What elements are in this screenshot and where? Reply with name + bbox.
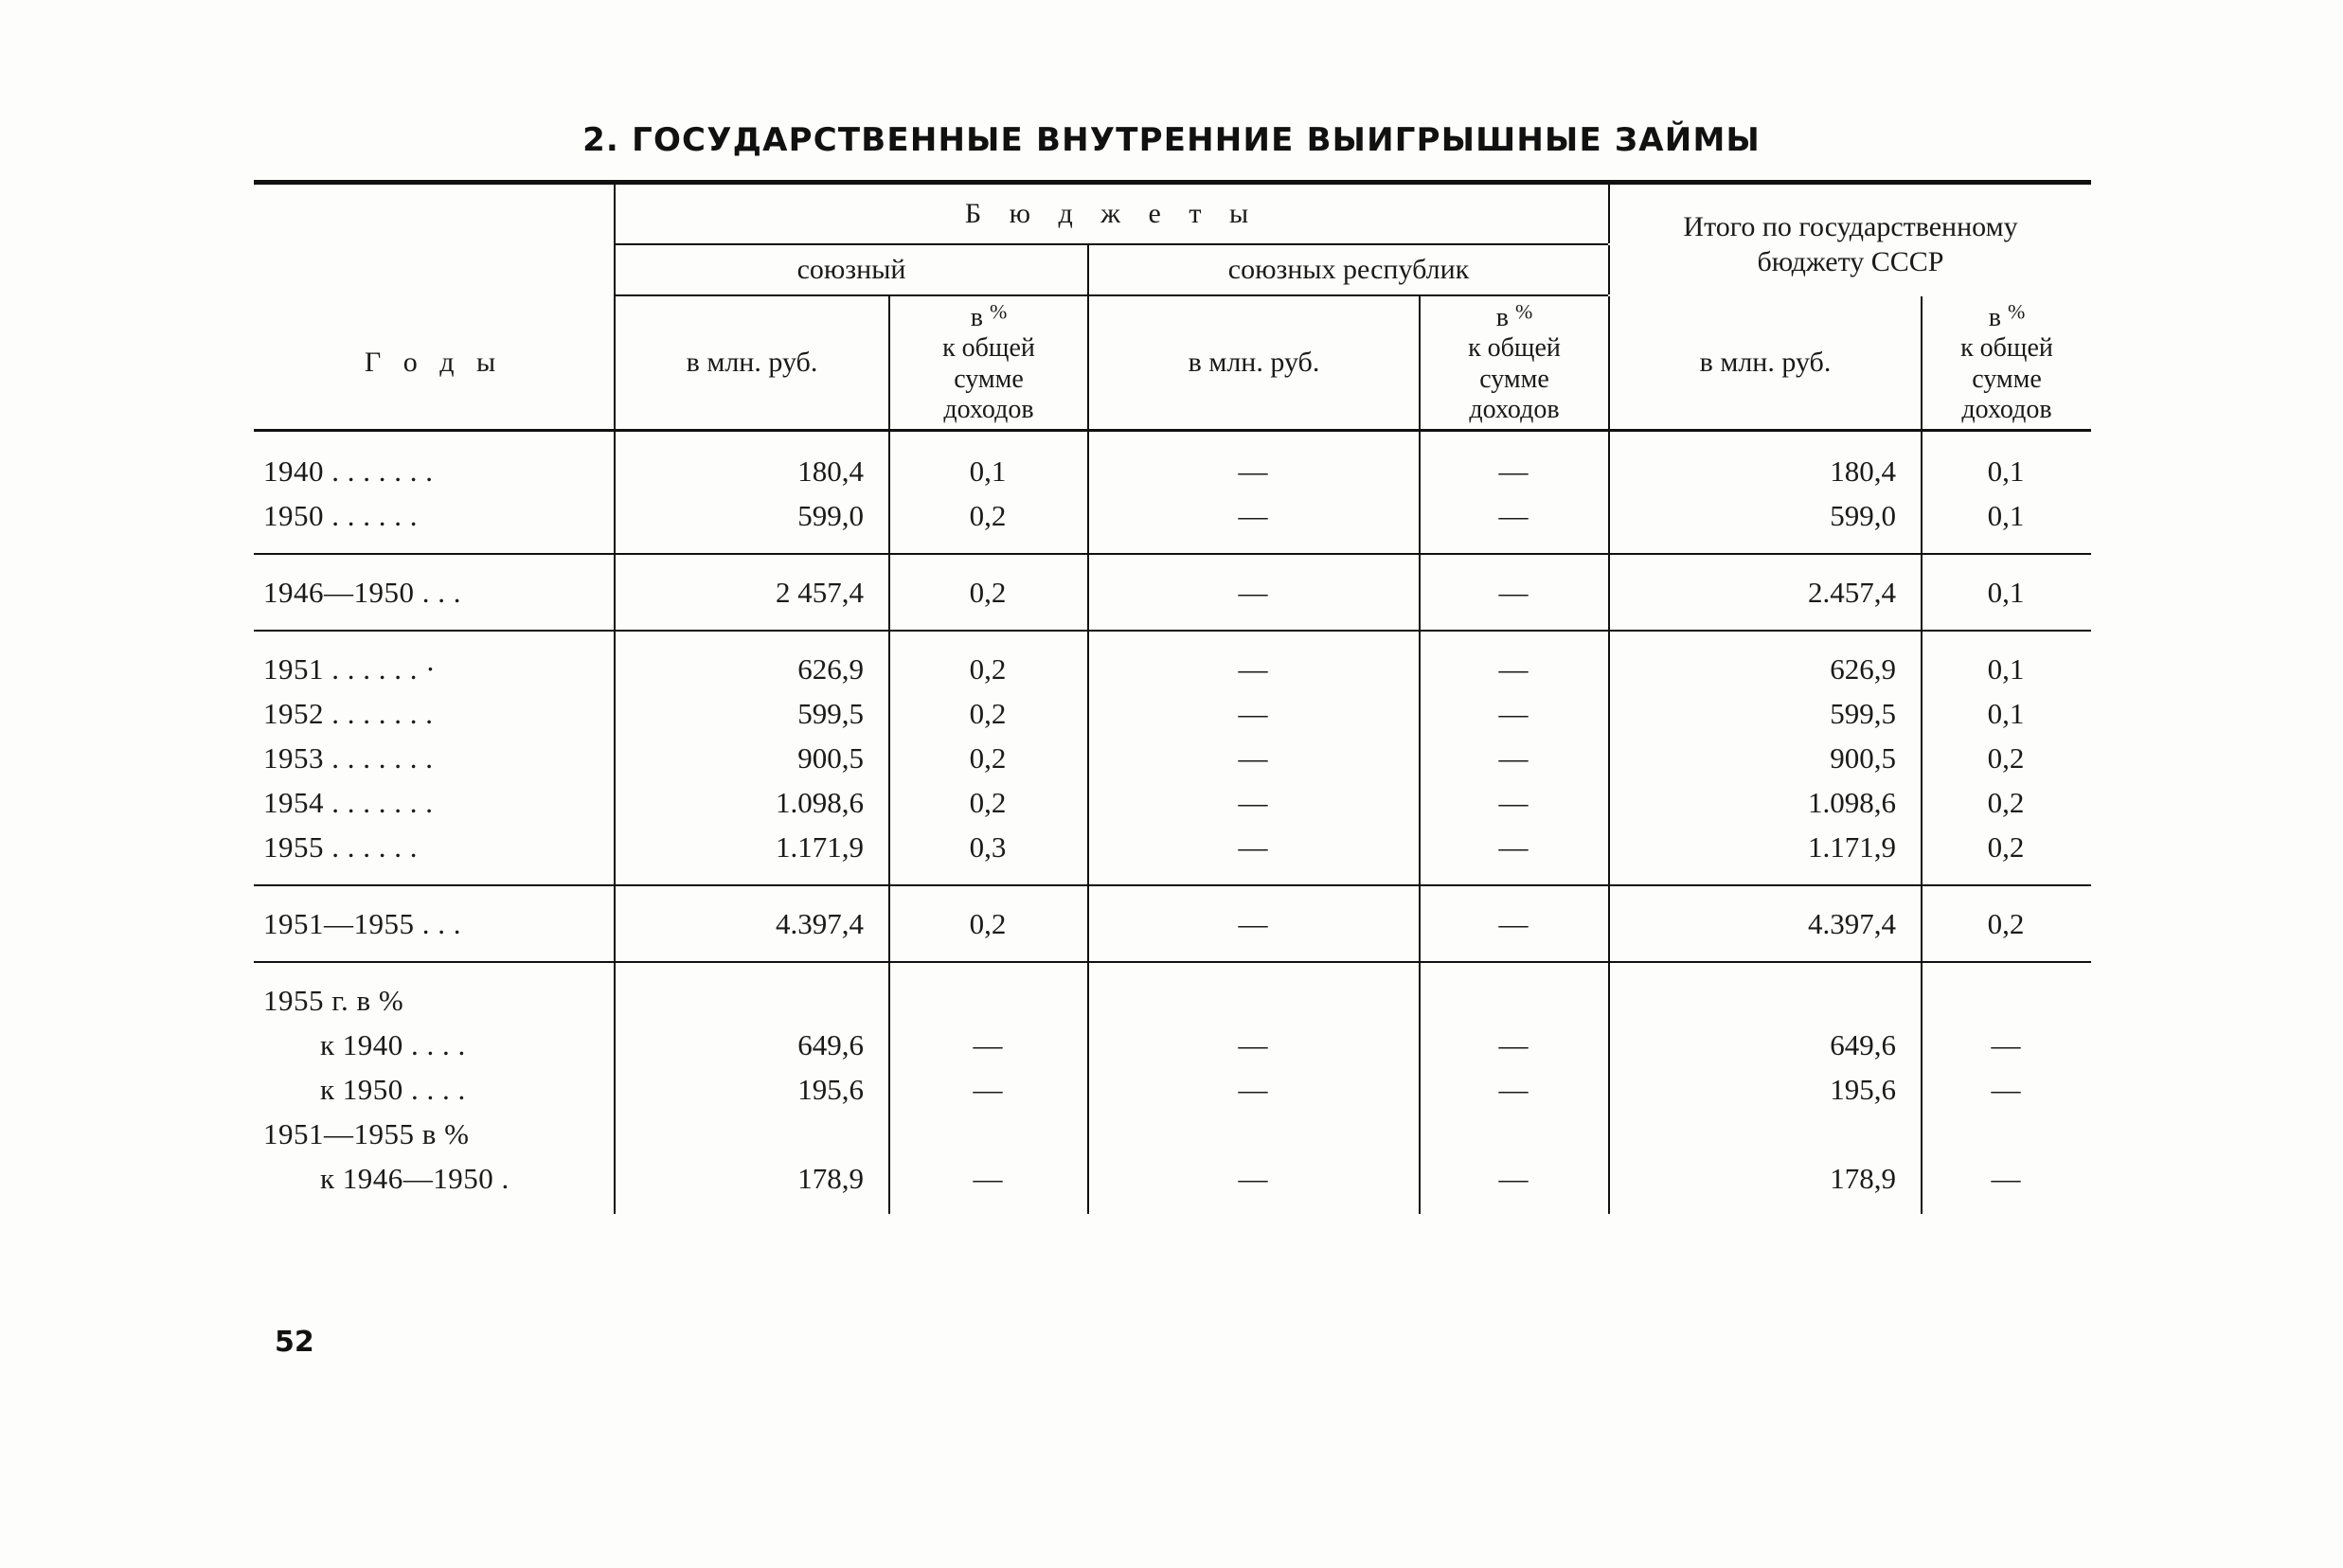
statistics-table [254, 180, 2091, 1214]
row-union-pct: 0,2 [969, 785, 1007, 819]
row-group-gap [254, 632, 2091, 647]
row-group-gap [254, 869, 2091, 884]
row-total-mln: 180,4 [1830, 454, 1896, 488]
pct-line2: к общей [942, 333, 1035, 364]
row-union-mln: 599,5 [797, 696, 864, 730]
row-union-pct: 0,2 [969, 740, 1007, 775]
table-row [254, 736, 2091, 780]
row-group-gap [254, 538, 2091, 553]
row-rep-pct: — [1498, 1027, 1529, 1061]
table-row [254, 901, 2091, 946]
row-rep-pct: — [1498, 575, 1529, 609]
vsep-6 [1921, 432, 1923, 1214]
row-group-gap [254, 1201, 2091, 1214]
row-total-pct: 0,2 [1987, 785, 2025, 819]
row-rep-mln: — [1238, 498, 1268, 532]
row-group-gap [254, 963, 2091, 978]
row-total-mln: 1.171,9 [1808, 829, 1896, 864]
vsep-2 [888, 432, 890, 1214]
row-rep-mln: — [1238, 454, 1268, 488]
row-union-mln: 1.098,6 [776, 785, 864, 819]
row-rep-mln: — [1238, 651, 1268, 686]
row-union-pct: 0,2 [969, 906, 1007, 940]
row-rep-mln: — [1238, 1027, 1268, 1061]
row-total-pct: 0,1 [1987, 696, 2025, 730]
row-year-label: 1953 . . . . . . . [263, 740, 434, 775]
row-total-pct: 0,1 [1987, 575, 2025, 609]
row-total-pct: 0,2 [1987, 740, 2025, 775]
row-total-pct: 0,2 [1987, 829, 2025, 864]
header-years-blank-2 [254, 245, 614, 294]
pct-line2: к общей [1960, 333, 2053, 364]
row-union-pct: — [973, 1161, 1003, 1195]
row-union-mln: 2 457,4 [776, 575, 864, 609]
header-union: союзный [614, 245, 1087, 294]
row-union-pct: 0,2 [969, 575, 1007, 609]
header-total-top: Итого по государственному [1608, 185, 2091, 243]
pct-line4: доходов [1961, 395, 2052, 425]
row-rep-pct: — [1498, 1161, 1529, 1195]
row-total-mln: 900,5 [1830, 740, 1896, 775]
row-total-mln: 626,9 [1830, 651, 1896, 686]
row-rep-mln: — [1238, 1161, 1268, 1195]
row-total-mln: 649,6 [1830, 1027, 1896, 1061]
row-union-mln: 900,5 [797, 740, 864, 775]
pct-line1: в % [1495, 299, 1533, 332]
header-years: Г о д ы [364, 347, 504, 378]
row-union-mln: 599,0 [797, 498, 864, 532]
row-group-gap [254, 432, 2091, 449]
row-year-label: 1946—1950 . . . [263, 575, 461, 609]
row-rep-pct: — [1498, 696, 1529, 730]
row-rep-mln: — [1238, 575, 1268, 609]
row-union-mln: 1.171,9 [776, 829, 864, 864]
row-year-label: 1955 . . . . . . [263, 829, 418, 864]
row-union-mln: 178,9 [797, 1161, 864, 1195]
row-total-pct: 0,1 [1987, 498, 2025, 532]
page-title: 2. ГОСУДАРСТВЕННЫЕ ВНУТРЕННИЕ ВЫИГРЫШНЫЕ ЗАЙМЫ [582, 121, 1761, 159]
header-years-blank [254, 185, 614, 243]
row-total-mln: 599,5 [1830, 696, 1896, 730]
row-union-mln: 649,6 [797, 1027, 864, 1061]
row-rep-pct: — [1498, 740, 1529, 775]
row-group-gap [254, 886, 2091, 901]
row-union-pct: — [973, 1027, 1003, 1061]
row-total-mln: 178,9 [1830, 1161, 1896, 1195]
vsep-4 [1419, 432, 1421, 1214]
table-row [254, 647, 2091, 691]
row-year-label: 1950 . . . . . . [263, 498, 418, 532]
row-total-pct: — [1991, 1161, 2021, 1195]
row-group-gap [254, 615, 2091, 630]
row-union-pct: 0,2 [969, 651, 1007, 686]
pct-line4: доходов [1469, 395, 1560, 425]
row-union-mln: 626,9 [797, 651, 864, 686]
pct-line3: сумме [1479, 364, 1549, 394]
row-rep-pct: — [1498, 498, 1529, 532]
row-year-label: 1951—1955 в % [263, 1116, 470, 1150]
header-total-pct [1921, 296, 2091, 429]
pct-line2: к общей [1468, 333, 1561, 364]
table-row [254, 1023, 2091, 1067]
row-total-mln: 2.457,4 [1808, 575, 1896, 609]
row-rep-pct: — [1498, 785, 1529, 819]
header-budgets: Б ю д ж е т ы [614, 185, 1608, 243]
table-row [254, 978, 2091, 1023]
table-row [254, 691, 2091, 736]
row-year-label: 1951 . . . . . . · [263, 651, 437, 686]
row-union-mln: 195,6 [797, 1072, 864, 1106]
header-union-pct [888, 296, 1087, 429]
row-year-label: к 1946—1950 . [320, 1161, 510, 1195]
row-rep-pct: — [1498, 829, 1529, 864]
pct-line3: сумме [954, 364, 1024, 394]
row-rep-pct: — [1498, 651, 1529, 686]
table-body [254, 432, 2091, 1214]
row-total-mln: 195,6 [1830, 1072, 1896, 1106]
row-rep-mln: — [1238, 829, 1268, 864]
row-union-pct: 0,2 [969, 696, 1007, 730]
table-row [254, 493, 2091, 538]
row-union-pct: 0,3 [969, 829, 1007, 864]
table-row [254, 780, 2091, 825]
row-rep-mln: — [1238, 740, 1268, 775]
row-total-pct: 0,1 [1987, 454, 2025, 488]
row-total-mln: 4.397,4 [1808, 906, 1896, 940]
row-union-pct: 0,1 [969, 454, 1007, 488]
header-rep-mln: в млн. руб. [1087, 296, 1419, 429]
header-total-bottom: бюджету СССР [1608, 245, 2091, 294]
row-union-pct: — [973, 1072, 1003, 1106]
table-header [254, 185, 2091, 429]
header-total-mln: в млн. руб. [1608, 296, 1921, 429]
pct-line1: в % [1988, 299, 2026, 332]
row-rep-pct: — [1498, 906, 1529, 940]
row-rep-mln: — [1238, 696, 1268, 730]
vsep-5 [1608, 432, 1610, 1214]
table-row [254, 449, 2091, 493]
row-year-label: 1951—1955 . . . [263, 906, 461, 940]
pct-line3: сумме [1972, 364, 2042, 394]
row-group-gap [254, 946, 2091, 961]
row-year-label: 1954 . . . . . . . [263, 785, 434, 819]
row-total-mln: 599,0 [1830, 498, 1896, 532]
row-total-pct: 0,1 [1987, 651, 2025, 686]
row-total-mln: 1.098,6 [1808, 785, 1896, 819]
row-union-pct: 0,2 [969, 498, 1007, 532]
row-year-label: 1940 . . . . . . . [263, 454, 434, 488]
vsep-3 [1087, 432, 1089, 1214]
table-row [254, 570, 2091, 615]
vsep-1 [614, 432, 616, 1214]
row-group-gap [254, 555, 2091, 570]
header-republics: союзных республик [1087, 245, 1608, 294]
row-year-label: 1955 г. в % [263, 983, 404, 1017]
row-year-label: к 1940 . . . . [320, 1027, 466, 1061]
table-row [254, 825, 2091, 869]
table-row [254, 1156, 2091, 1201]
row-union-mln: 4.397,4 [776, 906, 864, 940]
row-year-label: 1952 . . . . . . . [263, 696, 434, 730]
row-rep-mln: — [1238, 906, 1268, 940]
page-number: 52 [275, 1326, 314, 1359]
pct-line1: в % [970, 299, 1008, 332]
row-total-pct: — [1991, 1072, 2021, 1106]
row-rep-mln: — [1238, 1072, 1268, 1106]
row-total-pct: — [1991, 1027, 2021, 1061]
row-year-label: к 1950 . . . . [320, 1072, 466, 1106]
row-rep-pct: — [1498, 454, 1529, 488]
row-total-pct: 0,2 [1987, 906, 2025, 940]
table-row [254, 1067, 2091, 1112]
header-rep-pct [1419, 296, 1608, 429]
table-row [254, 1112, 2091, 1156]
row-union-mln: 180,4 [797, 454, 864, 488]
row-rep-mln: — [1238, 785, 1268, 819]
header-union-mln: в млн. руб. [614, 296, 888, 429]
row-rep-pct: — [1498, 1072, 1529, 1106]
pct-line4: доходов [943, 395, 1034, 425]
